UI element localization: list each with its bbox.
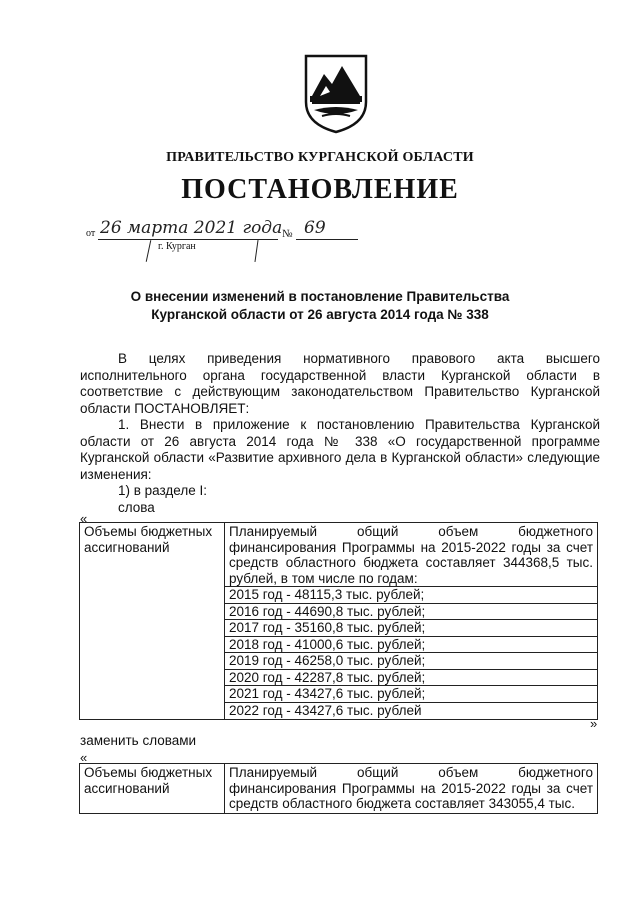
preamble-paragraph: В целях приведения нормативного правового акта высшего исполнительного органа государственной власти Курганской области в соответствие с действующим законодательством Правительство Курганской области ПОСТАНОВЛЯЕТ:	[80, 351, 600, 416]
old-funding-table	[79, 522, 598, 720]
table-value-cell: Планируемый общий объем бюджетного финансирования Программы на 2015-2022 годы за счет средств областного бюджета составляет 343055,4 тыс.	[225, 764, 598, 814]
handwritten-number: 69	[304, 218, 326, 238]
open-quote: «	[80, 511, 88, 526]
date-number-line	[86, 218, 366, 268]
item-paragraph: 1. Внести в приложение к постановлению Правительства Курганской области от 26 августа 2014 года № 338 «О государственной программе Курганской области «Развитие архивного дела в Курганской области» следующие изменения:	[80, 417, 600, 482]
number-underline	[296, 239, 358, 240]
table-label-cell: Объемы бюджетных ассигнований	[80, 764, 225, 814]
table-label-cell: Объемы бюджетных ассигнований	[80, 523, 225, 720]
document-body	[80, 351, 600, 516]
handwritten-date: 26 марта 2021 года	[100, 218, 283, 238]
words-label: слова	[118, 499, 155, 515]
date-mark	[254, 240, 258, 262]
year-row: 2021 год - 43427,6 тыс. рублей;	[225, 686, 597, 703]
title-line: О внесении изменений в постановление Правительства	[130, 289, 510, 304]
table-row	[80, 523, 598, 720]
year-row: 2016 год - 44690,8 тыс. рублей;	[225, 604, 597, 621]
table-row	[80, 764, 598, 814]
year-row: 2015 год - 48115,3 тыс. рублей;	[225, 587, 597, 604]
date-prefix: от	[86, 228, 96, 239]
date-underline	[98, 239, 278, 240]
government-name: ПРАВИТЕЛЬСТВО КУРГАНСКОЙ ОБЛАСТИ	[166, 150, 474, 165]
document-title	[0, 288, 640, 324]
document-type: ПОСТАНОВЛЕНИЕ	[181, 174, 459, 205]
year-row: 2022 год - 43427,6 тыс. рублей	[229, 702, 422, 718]
number-label: №	[282, 228, 293, 240]
coat-of-arms-icon	[302, 52, 370, 134]
year-row: 2019 год - 46258,0 тыс. рублей;	[225, 653, 597, 670]
open-quote: «	[80, 750, 88, 765]
new-funding-table	[79, 763, 598, 814]
replace-label: заменить словами	[80, 733, 197, 748]
table-value-cell	[225, 523, 598, 720]
year-row: 2017 год - 35160,8 тыс. рублей;	[225, 620, 597, 637]
title-line: Курганской области от 26 августа 2014 года № 338	[151, 307, 489, 322]
subitem-paragraph: 1) в разделе I:	[118, 483, 208, 498]
close-quote: »	[590, 716, 598, 731]
city-name: г. Курган	[158, 241, 196, 252]
date-mark	[146, 240, 152, 262]
year-row: 2018 год - 41000,6 тыс. рублей;	[225, 637, 597, 654]
year-row: 2020 год - 42287,8 тыс. рублей;	[225, 670, 597, 687]
funding-summary: Планируемый общий объем бюджетного финансирования Программы на 2015-2022 годы за счет средств областного бюджета составляет 344368,5 тыс. рублей, в том числе по годам:	[225, 524, 597, 587]
